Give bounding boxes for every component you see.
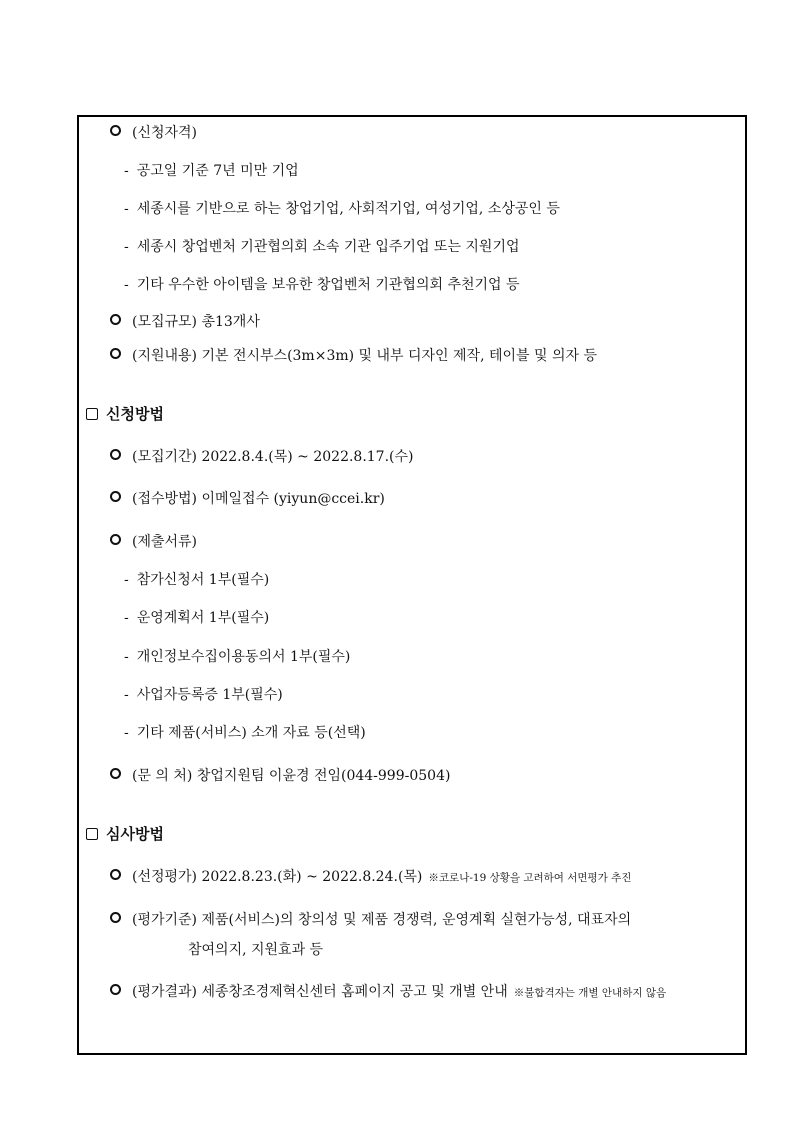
qualification-item <box>110 124 197 142</box>
scale-text: (모집규모) 총13개사 <box>132 314 260 330</box>
period-text: (모집기간) 2022.8.4.(목) ~ 2022.8.17.(수) <box>132 449 414 465</box>
dash-icon: - <box>124 725 129 741</box>
bullet-icon <box>110 768 121 779</box>
doc-subitem <box>124 686 283 704</box>
bullet-icon <box>110 449 121 460</box>
support-item <box>110 347 597 365</box>
support-text: (지원내용) 기본 전시부스(3m×3m) 및 내부 디자인 제작, 테이블 및 의자 등 <box>132 348 597 364</box>
doc-text: 사업자등록증 1부(필수) <box>136 687 283 703</box>
contact-item <box>110 767 450 785</box>
qualification-subitem <box>124 238 520 256</box>
dash-icon: - <box>124 649 129 665</box>
qualification-text: 공고일 기준 7년 미만 기업 <box>136 163 299 179</box>
result-text: (평가결과) 세종창조경제혁신센터 홈페이지 공고 및 개별 안내 <box>132 984 508 1000</box>
docs-item <box>110 533 197 551</box>
dash-icon: - <box>124 572 129 588</box>
bullet-icon <box>110 348 121 359</box>
doc-subitem <box>124 609 269 627</box>
dash-icon: - <box>124 201 129 217</box>
criteria-item <box>110 905 730 965</box>
qualification-text: 기타 우수한 아이템을 보유한 창업벤처 기관협의회 추천기업 등 <box>136 277 520 293</box>
bullet-icon <box>110 491 121 502</box>
doc-text: 기타 제품(서비스) 소개 자료 등(선택) <box>136 725 366 741</box>
dash-icon: - <box>124 687 129 703</box>
criteria-text-continued: 참여의지, 지원효과 등 <box>188 942 324 958</box>
dash-icon: - <box>124 277 129 293</box>
section-heading-review <box>86 825 164 843</box>
bullet-icon <box>110 869 121 880</box>
bullet-icon <box>110 314 121 325</box>
qualification-subitem <box>124 276 520 294</box>
doc-text: 운영계획서 1부(필수) <box>136 610 270 626</box>
doc-subitem <box>124 648 350 666</box>
qualification-label: (신청자격) <box>132 125 198 141</box>
section-heading-apply <box>86 405 164 423</box>
doc-text: 참가신청서 1부(필수) <box>136 572 270 588</box>
section-title: 신청방법 <box>106 405 164 423</box>
bullet-icon <box>110 984 121 995</box>
qualification-subitem <box>124 200 560 218</box>
selection-item <box>110 868 631 887</box>
doc-text: 개인정보수집이용동의서 1부(필수) <box>136 649 351 665</box>
dash-icon: - <box>124 239 129 255</box>
criteria-text: (평가기준) 제품(서비스)의 창의성 및 제품 경쟁력, 운영계획 실현가능성, 대표자의 <box>132 912 632 928</box>
docs-label: (제출서류) <box>132 534 198 550</box>
dash-icon: - <box>124 163 129 179</box>
bullet-icon <box>110 125 121 136</box>
selection-note: ※코로나-19 상황을 고려하여 서면평가 추진 <box>428 872 632 884</box>
square-icon <box>86 408 98 420</box>
doc-subitem <box>124 724 366 742</box>
selection-text: (선정평가) 2022.8.23.(화) ~ 2022.8.24.(목) <box>132 869 423 885</box>
scale-item <box>110 313 260 331</box>
method-item <box>110 490 385 508</box>
qualification-text: 세종시 창업벤처 기관협의회 소속 기관 입주기업 또는 지원기업 <box>136 239 520 255</box>
contact-text: (문 의 처) 창업지원팀 이윤경 전임(044-999-0504) <box>132 768 451 784</box>
doc-subitem <box>124 571 269 589</box>
bullet-icon <box>110 912 121 923</box>
square-icon <box>86 828 98 840</box>
method-text: (접수방법) 이메일접수 (yiyun@ccei.kr) <box>132 491 385 507</box>
qualification-text: 세종시를 기반으로 하는 창업기업, 사회적기업, 여성기업, 소상공인 등 <box>136 201 560 217</box>
qualification-subitem <box>124 162 299 180</box>
result-note: ※불합격자는 개별 안내하지 않음 <box>513 987 667 999</box>
result-item <box>110 983 666 1002</box>
section-title: 심사방법 <box>106 825 164 843</box>
dash-icon: - <box>124 610 129 626</box>
period-item <box>110 448 414 466</box>
bullet-icon <box>110 534 121 545</box>
